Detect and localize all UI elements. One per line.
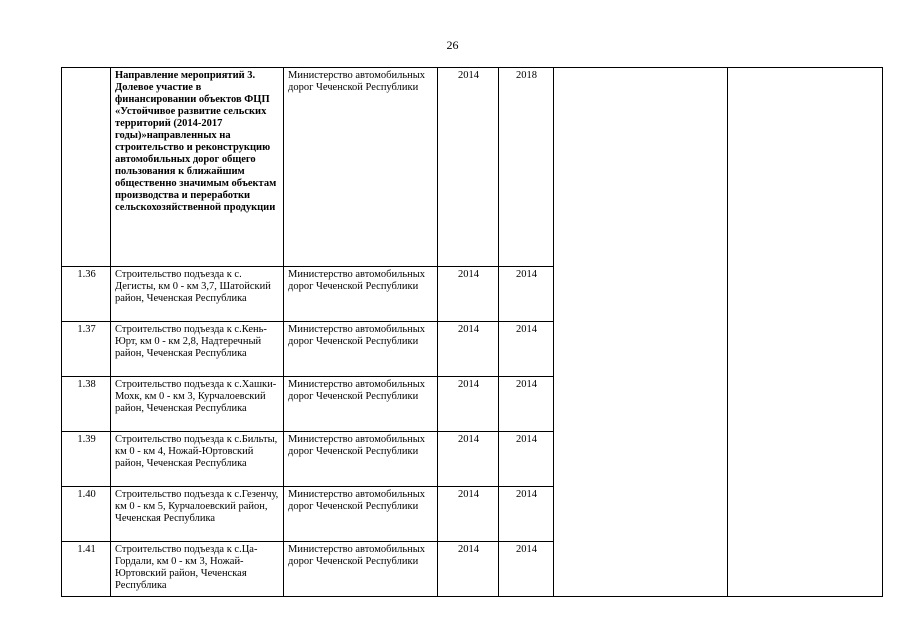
empty-cell (554, 68, 728, 597)
ministry-cell: Министерство автомобильных дорог Чеченской Республики (284, 432, 438, 487)
table-row (62, 68, 883, 267)
start-year: 2014 (438, 542, 499, 597)
end-year: 2014 (499, 377, 554, 432)
row-number: 1.38 (62, 377, 111, 432)
ministry-cell: Министерство автомобильных дорог Чеченской Республики (284, 68, 438, 267)
start-year: 2014 (438, 322, 499, 377)
ministry-cell: Министерство автомобильных дорог Чеченской Республики (284, 267, 438, 322)
measure-name: Строительство подъезда к с.Гезенчу, км 0 - км 5, Курчалоевский район, Чеченская Республика (111, 487, 284, 542)
end-year: 2014 (499, 542, 554, 597)
ministry-cell: Министерство автомобильных дорог Чеченской Республики (284, 322, 438, 377)
measure-name: Строительство подъезда к с.Кень-Юрт, км 0 - км 2,8, Надтеречный район, Чеченская Республика (111, 322, 284, 377)
empty-cell (728, 68, 883, 597)
row-number (62, 68, 111, 267)
start-year: 2014 (438, 267, 499, 322)
page-number: 26 (446, 38, 459, 52)
row-number: 1.36 (62, 267, 111, 322)
measure-name: Строительство подъезда к с.Хашки-Мохк, км 0 - км 3, Курчалоевский район, Чеченская Республика (111, 377, 284, 432)
measure-name: Строительство подъезда к с.Ца-Гордали, км 0 - км 3, Ножай-Юртовский район, Чеченская Республика (111, 542, 284, 597)
end-year: 2014 (499, 322, 554, 377)
row-number: 1.41 (62, 542, 111, 597)
end-year: 2014 (499, 267, 554, 322)
end-year: 2014 (499, 432, 554, 487)
end-year: 2014 (499, 487, 554, 542)
end-year: 2018 (499, 68, 554, 267)
ministry-cell: Министерство автомобильных дорог Чеченской Республики (284, 542, 438, 597)
start-year: 2014 (438, 377, 499, 432)
row-number: 1.37 (62, 322, 111, 377)
start-year: 2014 (438, 432, 499, 487)
program-table (61, 67, 883, 597)
row-number: 1.40 (62, 487, 111, 542)
ministry-cell: Министерство автомобильных дорог Чеченской Республики (284, 487, 438, 542)
ministry-cell: Министерство автомобильных дорог Чеченской Республики (284, 377, 438, 432)
start-year: 2014 (438, 68, 499, 267)
measure-name: Строительство подъезда к с. Дегисты, км 0 - км 3,7, Шатойский район, Чеченская Республика (111, 267, 284, 322)
direction-title: Направление мероприятий 3. Долевое участие в финансировании объектов ФЦП «Устойчивое развитие сельских территорий (2014-2017 годы)»направленных на строительство и реконструкцию автомобильных дорог общего пользования к ближайшим общественно значимым объектам производства и переработки сельскохозяйственной продукции (111, 68, 284, 267)
row-number: 1.39 (62, 432, 111, 487)
start-year: 2014 (438, 487, 499, 542)
measure-name: Строительство подъезда к с.Бильты, км 0 - км 4, Ножай-Юртовский район, Чеченская Республика (111, 432, 284, 487)
